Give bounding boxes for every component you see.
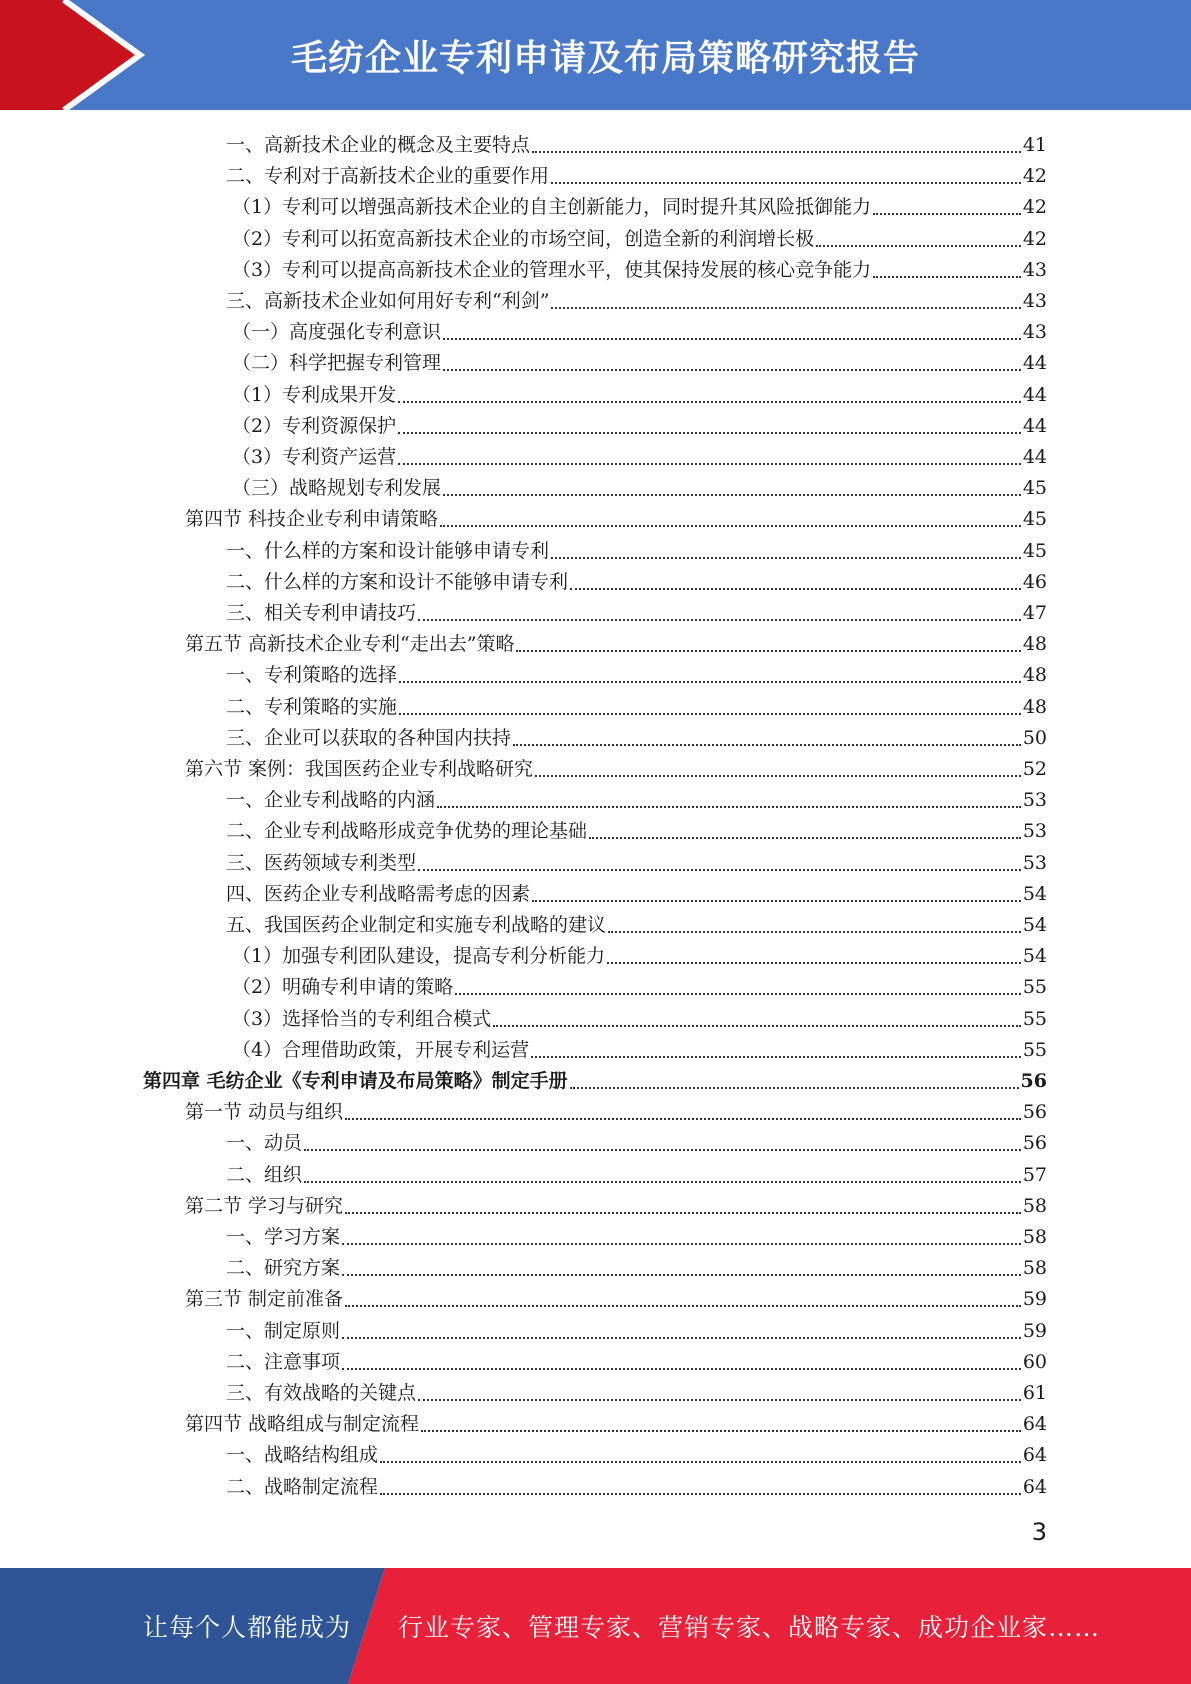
toc-entry[interactable]: [226, 1126, 1047, 1157]
toc-entry-page: 55: [1022, 1038, 1047, 1061]
toc-entry-title: 三、医药领域专利类型: [226, 851, 417, 874]
toc-leader-dots: [551, 557, 1021, 559]
toc-leader-dots: [342, 1274, 1021, 1276]
toc-leader-dots: [398, 432, 1021, 434]
toc-entry[interactable]: [185, 502, 1047, 533]
toc-entry[interactable]: [226, 1470, 1047, 1501]
toc-entry-title: 二、组织: [226, 1163, 303, 1186]
toc-entry[interactable]: [226, 1220, 1047, 1251]
toc-entry[interactable]: [185, 1095, 1047, 1126]
toc-leader-dots: [570, 588, 1021, 590]
toc-leader-dots: [380, 1461, 1021, 1463]
toc-entry-title: 一、学习方案: [226, 1226, 341, 1248]
footer-slogan-left: 让每个人都能成为: [143, 1613, 352, 1642]
toc-entry-page: 55: [1022, 1007, 1047, 1030]
toc-leader-dots: [418, 869, 1021, 871]
toc-entry-page: 44: [1022, 446, 1047, 468]
toc-entry-page: 52: [1022, 758, 1047, 780]
toc-entry-page: 53: [1022, 851, 1047, 874]
toc-leader-dots: [816, 245, 1021, 247]
toc-entry[interactable]: [226, 1345, 1047, 1376]
toc-leader-dots: [551, 182, 1021, 184]
toc-entry-title: 二、什么样的方案和设计不能够申请专利: [226, 570, 569, 593]
toc-leader-dots: [398, 401, 1021, 403]
toc-entry[interactable]: [226, 1158, 1047, 1189]
toc-entry[interactable]: [185, 1189, 1047, 1220]
toc-leader-dots: [532, 900, 1021, 902]
toc-entry-page: 57: [1022, 1163, 1047, 1186]
toc-entry-title: 第四节 战略组成与制定流程: [185, 1413, 420, 1436]
toc-leader-dots: [513, 744, 1021, 746]
toc-leader-dots: [399, 713, 1021, 715]
toc-entry-page: 61: [1022, 1382, 1047, 1404]
toc-leader-dots: [443, 338, 1021, 340]
toc-entry-page: 58: [1022, 1194, 1047, 1217]
toc-entry[interactable]: [232, 939, 1047, 970]
toc-leader-dots: [304, 1149, 1021, 1151]
toc-entry[interactable]: [226, 658, 1047, 689]
toc-entry-title: 一、战略结构组成: [226, 1444, 379, 1467]
toc-entry-title: 三、企业可以获取的各种国内扶持: [226, 726, 512, 749]
toc-leader-dots: [345, 1305, 1021, 1307]
toc-entry-page: 55: [1022, 976, 1047, 999]
toc-entry[interactable]: [232, 409, 1047, 440]
toc-leader-dots: [589, 837, 1021, 839]
page-number: 3: [1031, 1518, 1047, 1546]
toc-leader-dots: [342, 1337, 1021, 1339]
toc-leader-dots: [516, 650, 1020, 652]
toc-leader-dots: [342, 1243, 1021, 1245]
toc-entry-title: 一、高新技术企业的概念及主要特点: [226, 134, 531, 156]
toc-entry[interactable]: [226, 1314, 1047, 1345]
toc-entry[interactable]: [232, 1002, 1047, 1033]
toc-leader-dots: [873, 276, 1021, 278]
toc-entry-page: 48: [1022, 695, 1047, 718]
toc-entry[interactable]: [185, 752, 1047, 783]
toc-entry-page: 58: [1022, 1257, 1047, 1280]
toc-entry-title: 一、制定原则: [226, 1319, 341, 1342]
toc-entry-page: 54: [1022, 945, 1047, 968]
toc-leader-dots: [443, 494, 1021, 496]
toc-entry-page: 43: [1022, 290, 1047, 312]
toc-entry-title: （2）专利可以拓宽高新技术企业的市场空间，创造全新的利润增长极: [232, 227, 815, 250]
toc-entry[interactable]: [185, 1282, 1047, 1313]
toc-entry-title: 第六节 案例：我国医药企业专利战略研究: [185, 758, 534, 780]
toc-entry-title: 三、有效战略的关键点: [226, 1382, 417, 1404]
toc-entry-page: 56: [1022, 1132, 1047, 1155]
toc-entry-page: 64: [1022, 1475, 1047, 1498]
toc-entry[interactable]: [232, 378, 1047, 409]
toc-leader-dots: [380, 1493, 1021, 1495]
page-header: [0, 0, 1191, 110]
toc-entry[interactable]: [143, 1064, 1047, 1095]
toc-entry-page: 47: [1022, 602, 1047, 624]
toc-entry-page: 42: [1022, 165, 1047, 188]
toc-entry-page: 56: [1020, 1070, 1047, 1092]
toc-entry-page: 41: [1022, 134, 1047, 156]
toc-entry[interactable]: [226, 690, 1047, 721]
toc-entry-title: 一、专利策略的选择: [226, 664, 398, 687]
toc-leader-dots: [535, 775, 1021, 777]
toc-entry-page: 60: [1022, 1350, 1047, 1373]
toc-entry[interactable]: [226, 596, 1047, 627]
toc-entry-title: 二、研究方案: [226, 1257, 341, 1280]
toc-leader-dots: [421, 1430, 1021, 1432]
toc-entry-page: 59: [1022, 1288, 1047, 1311]
toc-entry-page: 56: [1022, 1101, 1047, 1124]
toc-entry[interactable]: [226, 1438, 1047, 1469]
toc-leader-dots: [493, 1025, 1021, 1027]
toc-leader-dots: [532, 151, 1021, 153]
toc-entry-page: 54: [1022, 914, 1047, 936]
toc-entry[interactable]: [226, 284, 1047, 315]
toc-entry[interactable]: [232, 970, 1047, 1001]
toc-leader-dots: [437, 806, 1021, 808]
toc-entry-title: 第四章 毛纺企业《专利申请及布局策略》制定手册: [143, 1070, 568, 1092]
toc-entry[interactable]: [226, 1376, 1047, 1407]
toc-leader-dots: [531, 1056, 1021, 1058]
toc-entry[interactable]: [226, 534, 1047, 565]
toc-entry-title: 四、医药企业专利战略需考虑的因素: [226, 882, 531, 905]
toc-entry-title: （3）选择恰当的专利组合模式: [232, 1007, 492, 1030]
toc-entry-title: 第四节 科技企业专利申请策略: [185, 508, 439, 531]
toc-entry-title: （3）专利资产运营: [232, 446, 397, 468]
toc-entry-title: 一、动员: [226, 1132, 303, 1155]
toc-entry-page: 43: [1022, 258, 1047, 281]
toc-entry-title: 五、我国医药企业制定和实施专利战略的建议: [226, 914, 607, 936]
toc-entry-page: 42: [1022, 227, 1047, 250]
toc-leader-dots: [398, 463, 1021, 465]
toc-entry[interactable]: [226, 565, 1047, 596]
toc-entry-title: （三）战略规划专利发展: [232, 477, 442, 500]
toc-leader-dots: [608, 931, 1021, 933]
toc-entry-title: （二）科学把握专利管理: [232, 352, 442, 375]
toc-leader-dots: [345, 1212, 1021, 1214]
toc-entry-title: 二、专利对于高新技术企业的重要作用: [226, 165, 550, 188]
toc-entry-title: 第五节 高新技术企业专利“走出去”策略: [185, 633, 515, 656]
toc-entry-page: 42: [1022, 196, 1047, 219]
toc-entry-page: 59: [1022, 1319, 1047, 1342]
toc-entry-title: （2）专利资源保护: [232, 414, 397, 437]
toc-entry-title: 第三节 制定前准备: [185, 1288, 344, 1311]
toc-entry-title: （3）专利可以提高高新技术企业的管理水平，使其保持发展的核心竞争能力: [232, 258, 872, 281]
toc-entry-page: 43: [1022, 321, 1047, 344]
toc-leader-dots: [418, 619, 1021, 621]
toc-entry-page: 58: [1022, 1226, 1047, 1248]
toc-leader-dots: [399, 681, 1021, 683]
toc-entry-page: 54: [1022, 882, 1047, 905]
toc-entry[interactable]: [226, 908, 1047, 939]
toc-entry-title: （1）专利成果开发: [232, 383, 397, 406]
toc-entry-page: 64: [1022, 1444, 1047, 1467]
toc-entry-page: 50: [1022, 726, 1047, 749]
toc-entry[interactable]: [226, 721, 1047, 752]
toc-entry[interactable]: [226, 783, 1047, 814]
toc-entry-title: （一）高度强化专利意识: [232, 321, 442, 344]
toc-leader-dots: [418, 1399, 1021, 1401]
toc-entry-title: 二、注意事项: [226, 1350, 341, 1373]
toc-entry[interactable]: [226, 877, 1047, 908]
toc-entry-page: 44: [1022, 414, 1047, 437]
toc-entry-page: 45: [1022, 539, 1047, 562]
toc-entry-page: 53: [1022, 789, 1047, 812]
toc-entry[interactable]: [232, 190, 1047, 221]
toc-leader-dots: [440, 525, 1021, 527]
toc-entry-page: 44: [1022, 352, 1047, 375]
toc-entry-page: 48: [1022, 633, 1047, 656]
document-title: 毛纺企业专利申请及布局策略研究报告: [290, 37, 920, 79]
toc-leader-dots: [342, 1368, 1021, 1370]
toc-entry-page: 53: [1022, 820, 1047, 843]
header-arrow-icon: [0, 0, 160, 110]
toc-entry[interactable]: [185, 1407, 1047, 1438]
toc-entry-page: 45: [1022, 508, 1047, 531]
toc-leader-dots: [345, 1118, 1021, 1120]
toc-entry-title: 二、战略制定流程: [226, 1475, 379, 1498]
toc-entry[interactable]: [232, 346, 1047, 377]
toc-leader-dots: [570, 1087, 1019, 1089]
toc-leader-dots: [455, 993, 1021, 995]
toc-entry[interactable]: [226, 159, 1047, 190]
toc-leader-dots: [607, 962, 1021, 964]
toc-entry[interactable]: [232, 222, 1047, 253]
toc-leader-dots: [873, 213, 1021, 215]
toc-entry[interactable]: [226, 128, 1047, 159]
toc-leader-dots: [551, 307, 1020, 309]
toc-entry[interactable]: [185, 627, 1047, 658]
toc-entry-title: 第一节 动员与组织: [185, 1101, 344, 1124]
toc-leader-dots: [304, 1181, 1021, 1183]
page-footer: [0, 1568, 1191, 1684]
toc-entry[interactable]: [232, 253, 1047, 284]
toc-entry-page: 45: [1022, 477, 1047, 500]
toc-entry-title: （1）专利可以增强高新技术企业的自主创新能力，同时提升其风险抵御能力: [232, 196, 872, 219]
toc-entry[interactable]: [226, 1251, 1047, 1282]
toc-entry-page: 48: [1022, 664, 1047, 687]
toc-entry[interactable]: [226, 814, 1047, 845]
toc-entry-page: 64: [1022, 1413, 1047, 1436]
toc-entry[interactable]: [232, 440, 1047, 471]
toc-entry-title: 二、专利策略的实施: [226, 695, 398, 718]
toc-entry-title: 三、相关专利申请技巧: [226, 602, 417, 624]
toc-entry-title: 一、什么样的方案和设计能够申请专利: [226, 539, 550, 562]
toc-entry[interactable]: [226, 846, 1047, 877]
toc-entry-title: （2）明确专利申请的策略: [232, 976, 454, 999]
toc-entry-title: （1）加强专利团队建设，提高专利分析能力: [232, 945, 606, 968]
toc-entry[interactable]: [232, 1033, 1047, 1064]
toc-entry-title: 三、高新技术企业如何用好专利“利剑”: [226, 290, 550, 312]
toc-entry-title: （4）合理借助政策，开展专利运营: [232, 1038, 530, 1061]
footer-slogan-right: 行业专家、管理专家、营销专家、战略专家、成功企业家……: [398, 1613, 1101, 1642]
toc-entry-title: 第二节 学习与研究: [185, 1194, 344, 1217]
toc-entry-page: 44: [1022, 383, 1047, 406]
toc-entry-page: 46: [1022, 570, 1047, 593]
toc-entry[interactable]: [232, 471, 1047, 502]
toc-leader-dots: [443, 369, 1021, 371]
toc-entry-title: 一、企业专利战略的内涵: [226, 789, 436, 812]
toc-entry[interactable]: [232, 315, 1047, 346]
toc-entry-title: 二、企业专利战略形成竞争优势的理论基础: [226, 820, 588, 843]
